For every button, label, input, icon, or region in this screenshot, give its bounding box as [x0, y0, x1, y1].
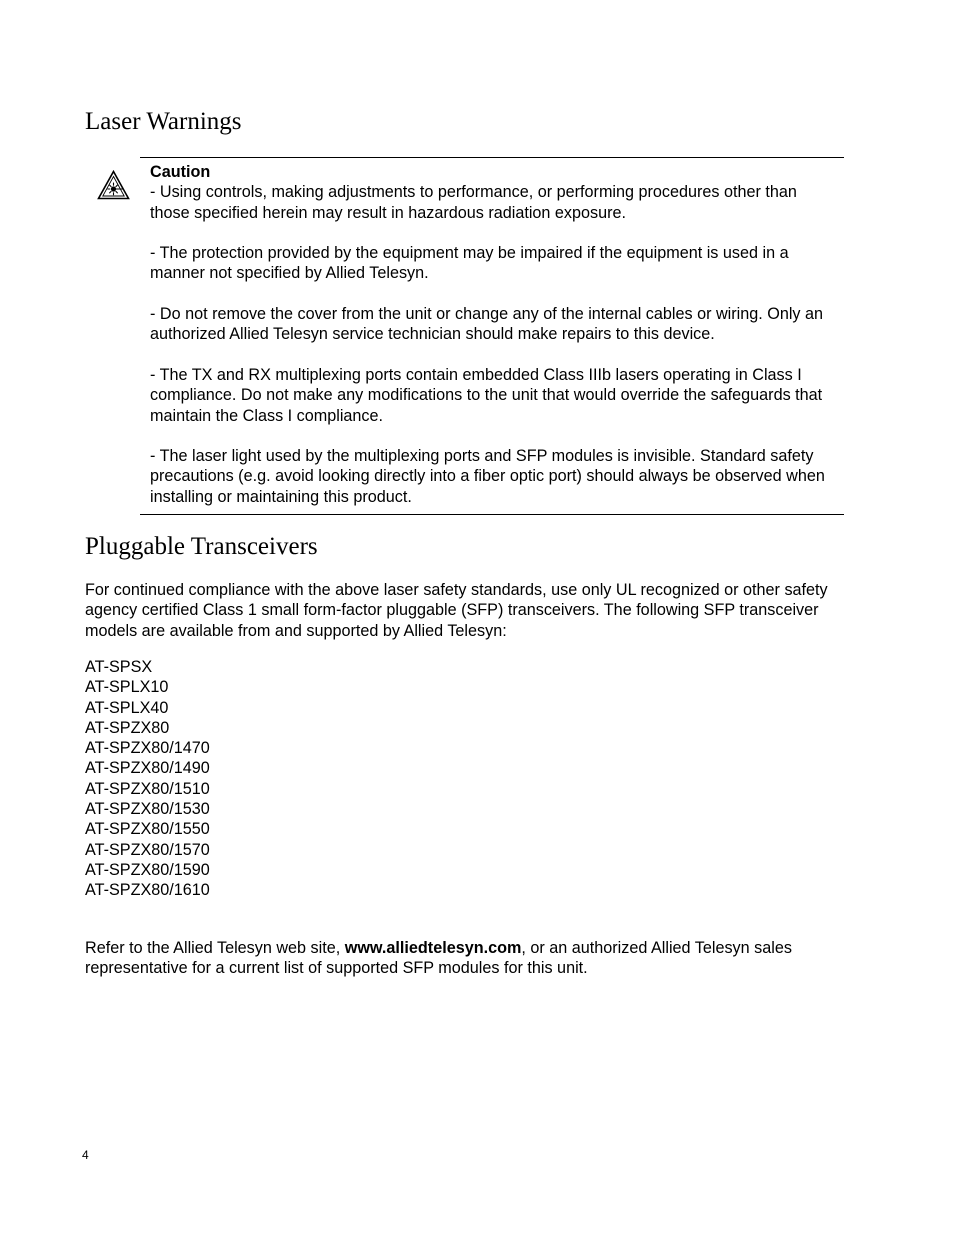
refer-paragraph: [85, 938, 845, 979]
sfp-model-item: AT-SPZX80/1570: [85, 840, 210, 859]
caution-top-rule: [140, 157, 844, 158]
website-link[interactable]: www.alliedtelesyn.com: [344, 939, 522, 957]
pluggable-intro-paragraph: For continued compliance with the above laser safety standards, use only UL recognized or other safety agency certified Class 1 small form-factor pluggable (SFP) transceivers. The following SFP transceiver models are available from and supported by Allied Telesyn:: [85, 581, 828, 640]
caution-paragraph: - The protection provided by the equipment may be impaired if the equipment is used in a manner not specified by Allied Telesyn.: [150, 244, 789, 283]
sfp-model-item: AT-SPSX: [85, 658, 153, 676]
caution-paragraph: - The TX and RX multiplexing ports contain embedded Class IIIb lasers operating in Class I compliance. Do not make any modifications to the unit that would override the safeguards that maintain the Class I compliance.: [150, 365, 823, 425]
sfp-model-item: AT-SPLX10: [85, 678, 169, 697]
caution-block: [150, 162, 840, 507]
sfp-model-item: AT-SPZX80/1510: [85, 779, 210, 798]
sfp-model-item: AT-SPZX80/1550: [85, 820, 210, 839]
refer-text-after: , or an authorized Allied Telesyn sales representative for a current list of supported SFP modules for this unit.: [85, 939, 792, 978]
sfp-model-item: AT-SPZX80/1530: [85, 800, 210, 819]
sfp-model-item: AT-SPZX80/1470: [85, 739, 210, 758]
caution-paragraph: - Using controls, making adjustments to performance, or performing procedures other than those specified herein may result in hazardous radiation exposure.: [150, 183, 797, 222]
sfp-model-item: AT-SPZX80/1590: [85, 860, 210, 879]
pluggable-transceivers-heading: Pluggable Transceivers: [85, 533, 318, 560]
caution-paragraph: - The laser light used by the multiplexing ports and SFP modules is invisible. Standard safety precautions (e.g. avoid looking directly into a fiber optic port) should always be observed when installing or maintaining this product.: [150, 447, 825, 506]
sfp-model-list: [85, 657, 210, 901]
sfp-model-item: AT-SPLX40: [85, 698, 169, 717]
page-number: 4: [82, 1148, 89, 1162]
sfp-model-item: AT-SPZX80/1610: [85, 881, 210, 900]
caution-title: Caution: [150, 163, 211, 181]
sfp-model-item: AT-SPZX80: [85, 718, 170, 737]
caution-bottom-rule: [140, 514, 844, 515]
sfp-model-item: AT-SPZX80/1490: [85, 759, 210, 778]
refer-text-before: Refer to the Allied Telesyn web site,: [85, 939, 345, 957]
laser-warning-icon: [97, 170, 130, 200]
laser-warnings-heading: Laser Warnings: [85, 108, 242, 135]
caution-paragraph: - Do not remove the cover from the unit or change any of the internal cables or wiring. Only an authorized Allied Telesyn service technician should make repairs to this device.: [150, 305, 824, 344]
